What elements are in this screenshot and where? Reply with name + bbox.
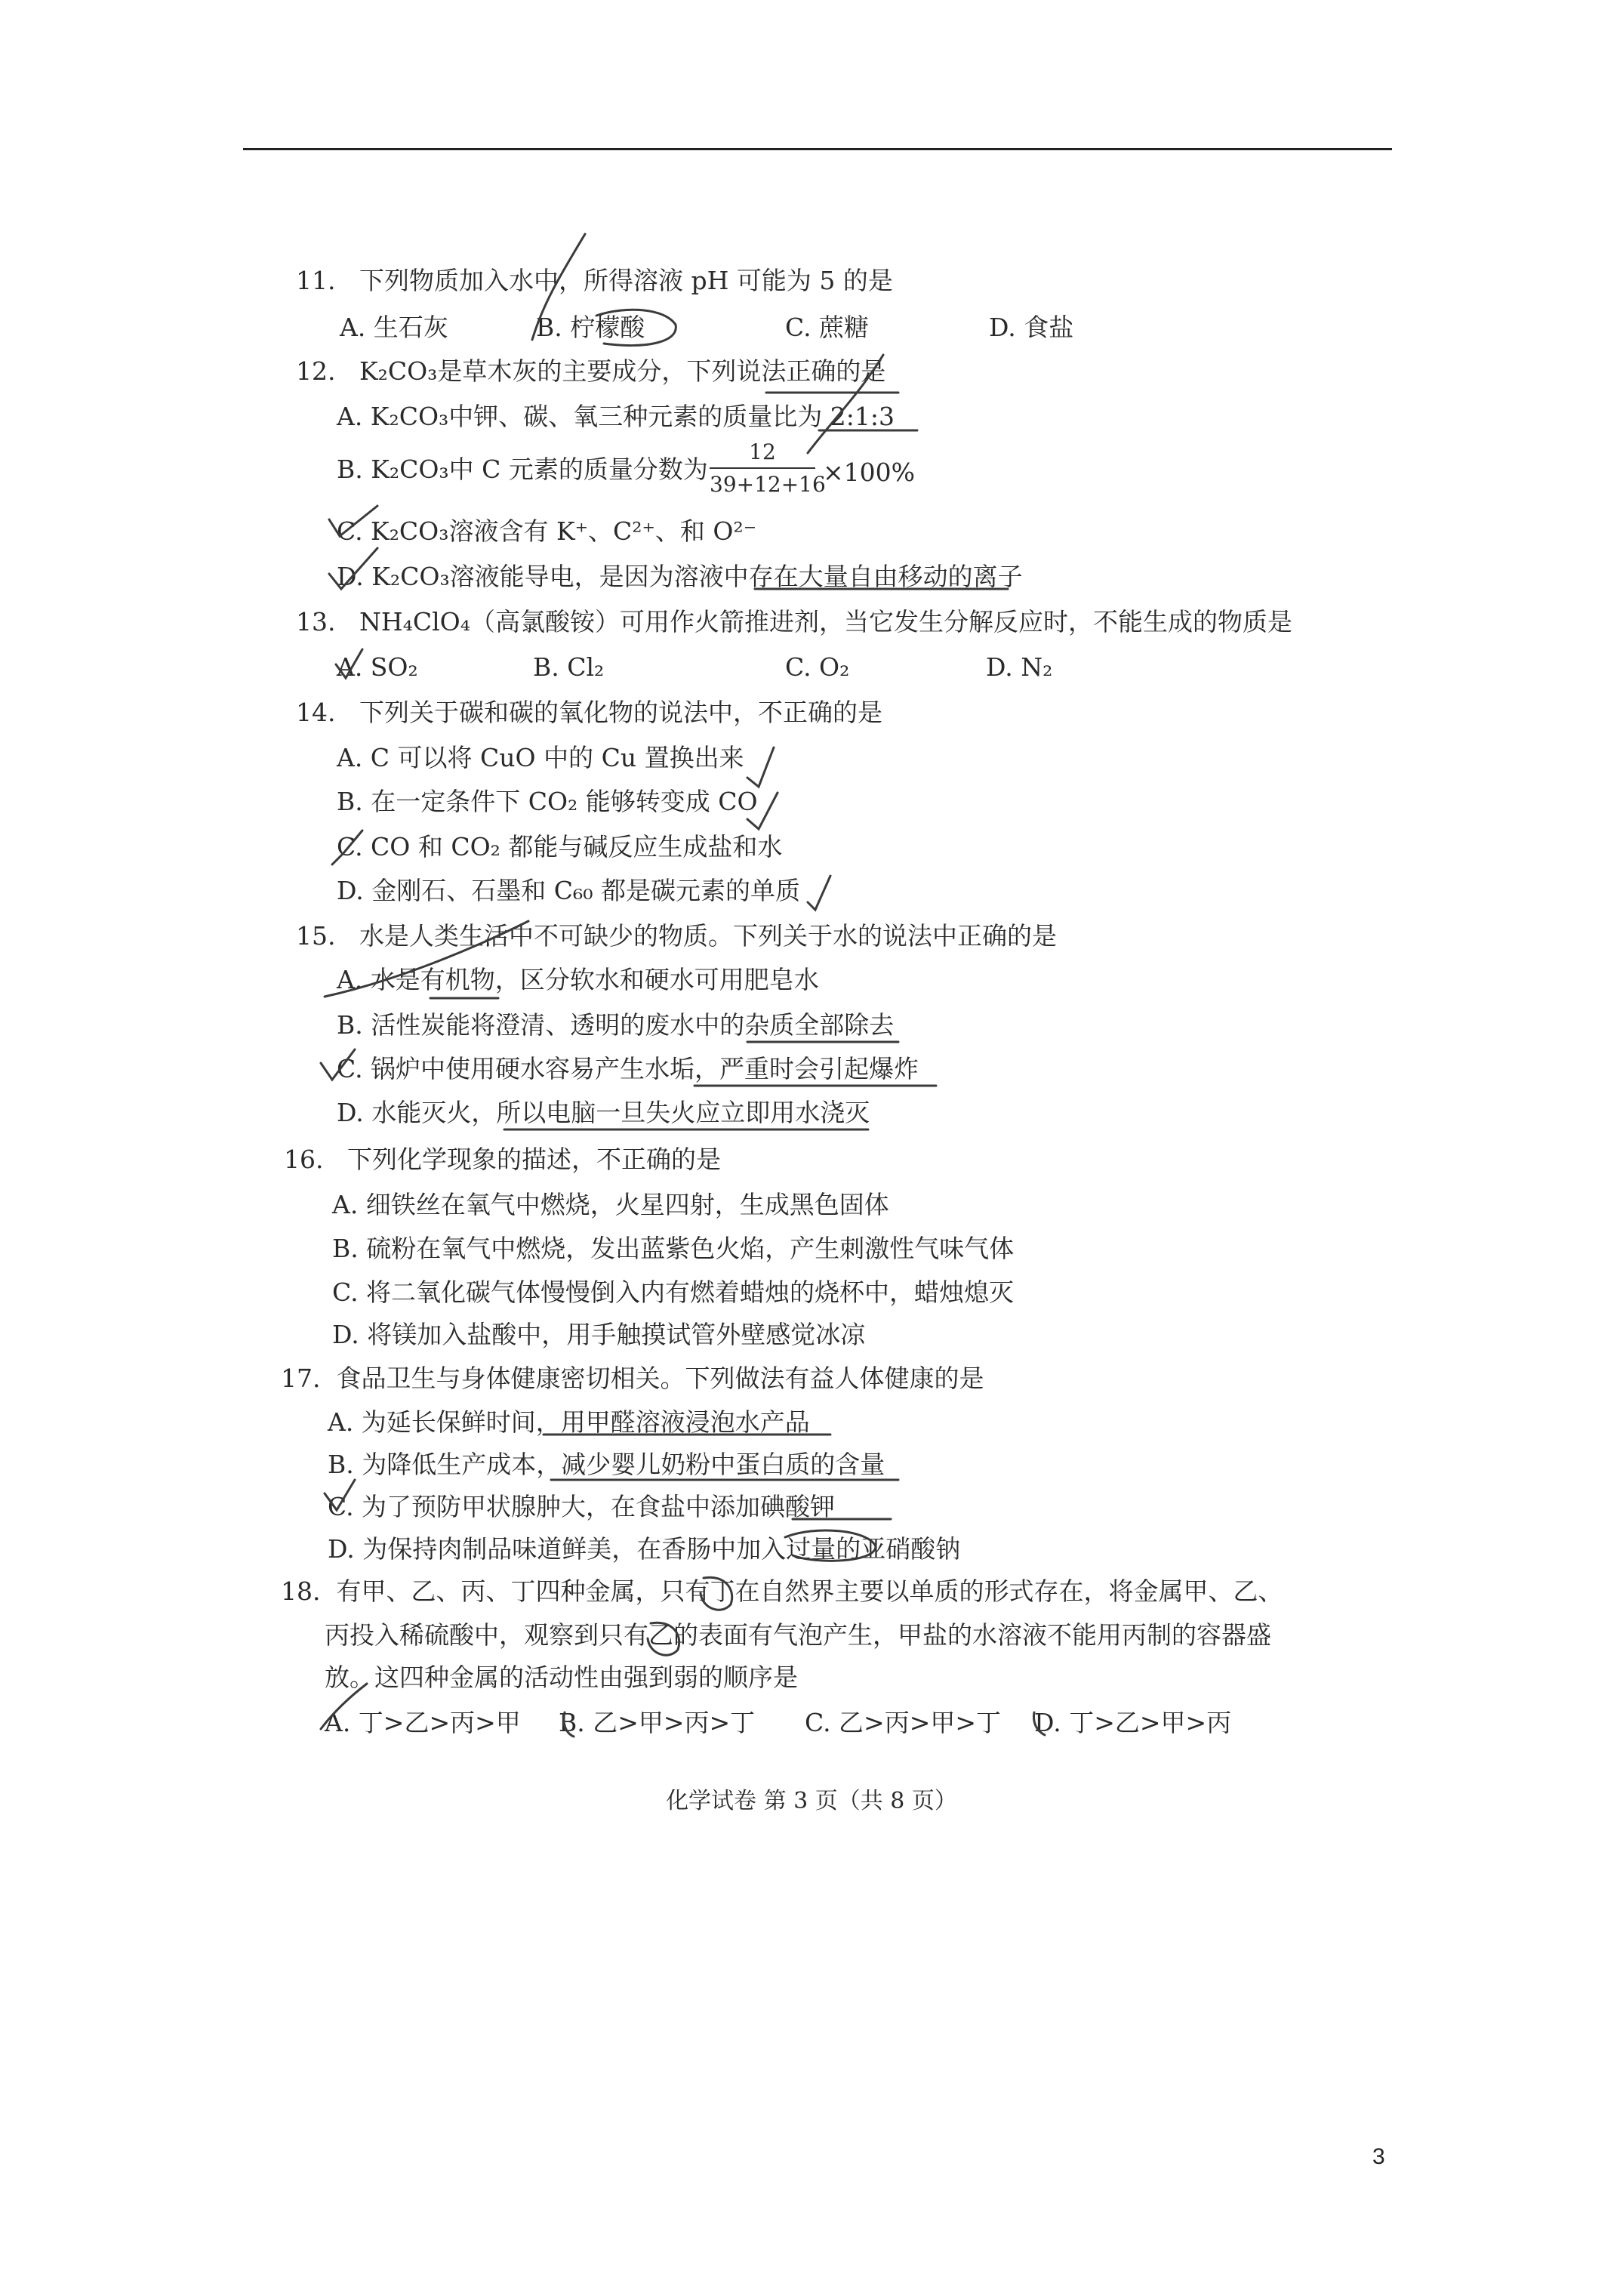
question-14 [296, 696, 882, 729]
question-12 [296, 355, 885, 388]
question-stem: 下列物质加入水中，所得溶液 pH 可能为 5 的是 [359, 266, 893, 295]
option-d: D. 水能灭火，所以电脑一旦失火应立即用水浇灭 [337, 1098, 870, 1127]
option-c: C. 将二氧化碳气体慢慢倒入内有燃着蜡烛的烧杯中，蜡烛熄灭 [332, 1277, 1015, 1307]
question-number: 11. [296, 266, 336, 295]
question-number: 17. [281, 1364, 321, 1393]
option-b: B. 柠檬酸 [536, 313, 645, 342]
option-c: C. 蔗糖 [785, 313, 870, 342]
question-stem-line: 有甲、乙、丙、丁四种金属，只有丁在自然界主要以单质的形式存在，将金属甲、乙、 [336, 1576, 1283, 1606]
checkmark [747, 747, 774, 787]
option-c: C. O₂ [785, 652, 850, 682]
question-11 [296, 264, 893, 297]
option-a: A. C 可以将 CuO 中的 Cu 置换出来 [337, 743, 744, 772]
fraction-numerator: 12 [749, 439, 776, 464]
question-16 [284, 1143, 721, 1176]
question-number: 12. [296, 356, 336, 386]
option-b: B. 在一定条件下 CO₂ 能够转变成 CO [337, 787, 758, 816]
option-d: D. N₂ [986, 652, 1053, 682]
option-d: D. 丁>乙>甲>丙 [1034, 1708, 1232, 1737]
option-a: A. SO₂ [337, 652, 418, 682]
question-number: 15. [296, 921, 336, 951]
header-rule [243, 148, 1392, 150]
option-c: C. CO 和 CO₂ 都能与碱反应生成盐和水 [337, 832, 783, 861]
question-number: 14. [296, 698, 336, 727]
option-b: B. Cl₂ [533, 652, 605, 682]
question-number: 16. [284, 1145, 324, 1174]
fraction-suffix: ×100% [823, 458, 915, 487]
question-stem: 下列化学现象的描述，不正确的是 [346, 1145, 721, 1174]
option-a: A. 水是有机物，区分软水和硬水可用肥皂水 [337, 965, 819, 994]
option-d: D. 将镁加入盐酸中，用手触摸试管外壁感觉冰凉 [332, 1320, 866, 1349]
option-b: B. 活性炭能将澄清、透明的废水中的杂质全部除去 [337, 1010, 895, 1040]
question-stem-line: 放。这四种金属的活动性由强到弱的顺序是 [325, 1663, 798, 1692]
question-18 [281, 1575, 1283, 1608]
question-stem-line: 丙投入稀硫酸中，观察到只有乙的表面有气泡产生，甲盐的水溶液不能用丙制的容器盛 [325, 1620, 1271, 1650]
option-b: B. 乙>甲>丙>丁 [559, 1708, 756, 1737]
option-c: C. 乙>丙>甲>丁 [805, 1708, 1002, 1737]
question-stem: 食品卫生与身体健康密切相关。下列做法有益人体健康的是 [336, 1364, 984, 1393]
option-c: C. 为了预防甲状腺肿大，在食盐中添加碘酸钾 [328, 1492, 836, 1521]
option-a: A. K₂CO₃中钾、碳、氧三种元素的质量比为 2:1:3 [337, 402, 895, 431]
option-b: B. K₂CO₃中 C 元素的质量分数为 [337, 455, 708, 484]
page-number: 3 [1372, 2144, 1385, 2169]
option-b: B. 为降低生产成本，减少婴儿奶粉中蛋白质的含量 [328, 1450, 885, 1479]
mass-fraction [710, 439, 826, 497]
option-a: A. 为延长保鲜时间，用甲醛溶液浸泡水产品 [328, 1407, 810, 1437]
question-stem: NH₄ClO₄（高氯酸铵）可用作火箭推进剂，当它发生分解反应时，不能生成的物质是 [359, 607, 1292, 636]
question-13 [296, 606, 1292, 639]
option-d: D. 为保持肉制品味道鲜美，在香肠中加入过量的亚硝酸钠 [328, 1534, 961, 1564]
option-d: D. K₂CO₃溶液能导电，是因为溶液中存在大量自由移动的离子 [337, 562, 1023, 591]
question-15 [296, 920, 1057, 953]
page-footer: 化学试卷 第 3 页（共 8 页） [666, 1788, 957, 1814]
question-stem: 水是人类生活中不可缺少的物质。下列关于水的说法中正确的是 [359, 921, 1057, 951]
question-stem: 下列关于碳和碳的氧化物的说法中，不正确的是 [359, 698, 882, 727]
option-c: C. 锅炉中使用硬水容易产生水垢，严重时会引起爆炸 [337, 1054, 919, 1083]
question-number: 13. [296, 607, 336, 636]
question-stem: K₂CO₃是草木灰的主要成分，下列说法正确的是 [359, 356, 886, 386]
option-a: A. 细铁丝在氧气中燃烧，火星四射，生成黑色固体 [332, 1190, 889, 1219]
option-d: D. 金刚石、石墨和 C₆₀ 都是碳元素的单质 [337, 876, 800, 905]
checkmark [808, 876, 830, 910]
question-number: 18. [281, 1576, 321, 1606]
option-d: D. 食盐 [989, 313, 1074, 342]
option-a: A. 生石灰 [340, 313, 448, 342]
question-17 [281, 1362, 984, 1395]
option-a: A. 丁>乙>丙>甲 [325, 1708, 521, 1737]
option-c: C. K₂CO₃溶液含有 K⁺、C²⁺、和 O²⁻ [337, 516, 757, 546]
fraction-denominator: 39+12+16 [710, 467, 815, 497]
option-b: B. 硫粉在氧气中燃烧，发出蓝紫色火焰，产生刺激性气味气体 [332, 1234, 1015, 1263]
